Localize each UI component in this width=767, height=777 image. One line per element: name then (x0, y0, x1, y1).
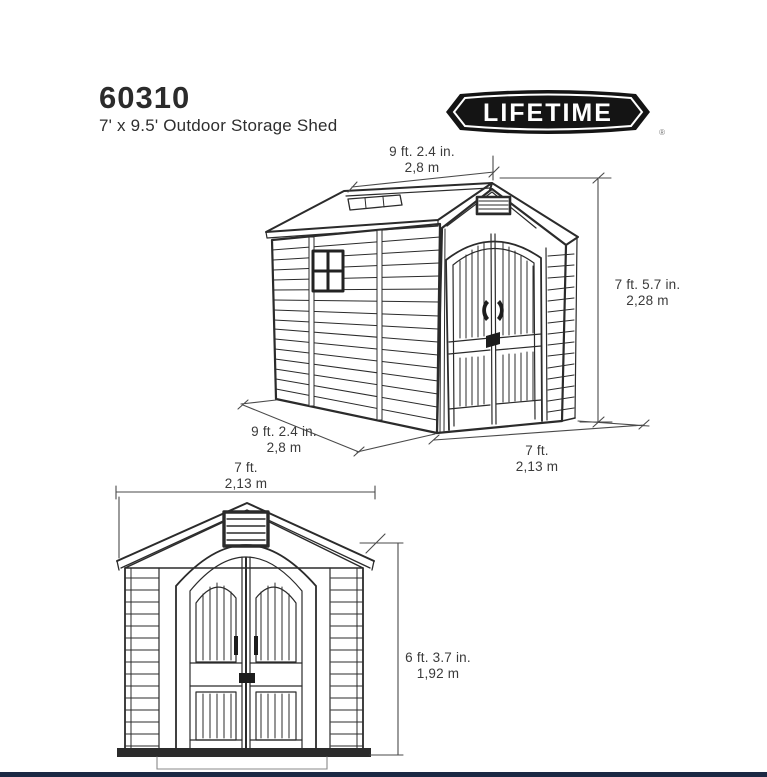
dim-elevation-width-imperial: 7 ft. (234, 460, 258, 475)
lifetime-logo-text: LIFETIME (483, 99, 613, 127)
dim-ridge-width-metric: 2,8 m (404, 159, 440, 175)
dim-front-width (477, 443, 597, 475)
dim-ridge-width-imperial: 9 ft. 2.4 in. (389, 144, 455, 159)
dim-depth-metric: 2,8 m (266, 439, 302, 455)
shed-3d-drawing (266, 183, 578, 433)
model-number: 60310 (99, 80, 191, 115)
dim-eave-height-metric: 1,92 m (416, 665, 460, 681)
dim-depth (225, 424, 343, 456)
registered-trademark-mark: ® (659, 128, 665, 137)
dim-ridge-width (347, 144, 497, 176)
dim-eave-height (392, 650, 484, 682)
dim-elevation-width-metric: 2,13 m (224, 475, 268, 491)
dim-eave-height-imperial: 6 ft. 3.7 in. (405, 650, 471, 665)
side-window (313, 251, 343, 291)
product-subtitle: 7' x 9.5' Outdoor Storage Shed (99, 116, 338, 135)
front-gable-vent (224, 512, 268, 546)
dim-elevation-width (186, 460, 306, 492)
shed-front-drawing (117, 503, 374, 757)
dim-height-metric: 2,28 m (626, 292, 669, 308)
dim-height (600, 277, 695, 309)
footer-divider-bar (0, 772, 767, 777)
dim-depth-imperial: 9 ft. 2.4 in. (251, 424, 317, 439)
double-doors-front (176, 545, 316, 748)
dim-height-imperial: 7 ft. 5.7 in. (614, 277, 681, 292)
dim-front-width-metric: 2,13 m (515, 458, 559, 474)
gable-vent (477, 197, 510, 214)
dim-front-width-imperial: 7 ft. (525, 443, 549, 458)
